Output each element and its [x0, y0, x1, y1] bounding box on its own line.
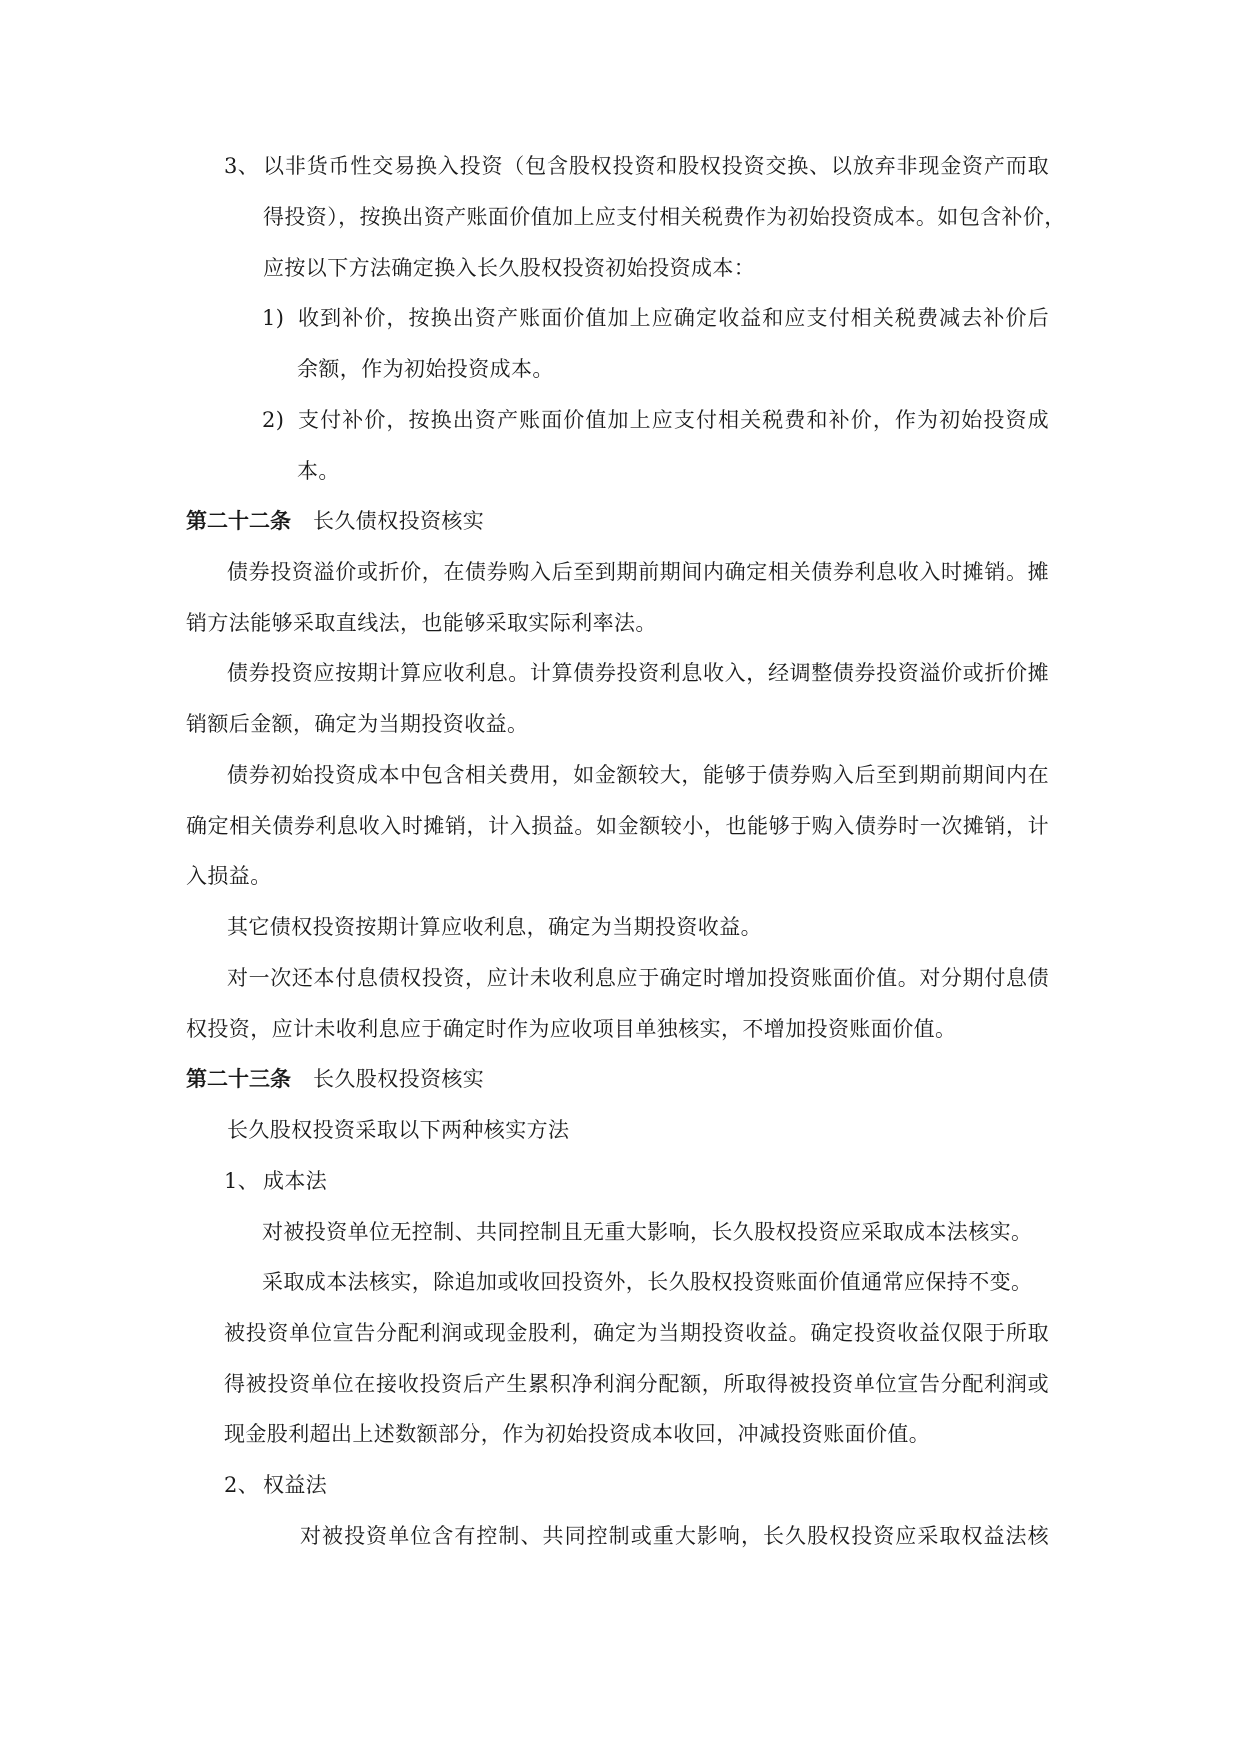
paragraph-line: 余额，作为初始投资成本。 — [297, 357, 554, 381]
paragraph-line: 入损益。 — [186, 864, 272, 888]
paragraph-line: 支付补价，按换出资产账面价值加上应支付相关税费和补价，作为初始投资成 — [298, 408, 1049, 432]
method-title: 权益法 — [263, 1473, 328, 1497]
paragraph-line: 得投资），按换出资产账面价值加上应支付相关税费作为初始投资成本。如包含补价， — [263, 205, 1066, 229]
article-title: 长久债权投资核实 — [313, 509, 485, 533]
paragraph-line: 对一次还本付息债权投资，应计未收利息应于确定时增加投资账面价值。对分期付息债 — [227, 966, 1049, 990]
paragraph-line: 本。 — [297, 459, 340, 483]
paragraph-line: 对被投资单位含有控制、共同控制或重大影响，长久股权投资应采取权益法核 — [300, 1524, 1049, 1548]
paragraph-line: 被投资单位宣告分配利润或现金股利，确定为当期投资收益。确定投资收益仅限于所取 — [224, 1321, 1049, 1345]
article-number: 第二十二条 — [186, 509, 291, 533]
paragraph-line: 现金股利超出上述数额部分，作为初始投资成本收回，冲减投资账面价值。 — [224, 1422, 931, 1446]
paragraph-line: 得被投资单位在接收投资后产生累积净利润分配额，所取得被投资单位宣告分配利润或 — [224, 1372, 1049, 1396]
paragraph-line: 采取成本法核实，除追加或收回投资外，长久股权投资账面价值通常应保持不变。 — [262, 1270, 1033, 1294]
article-number: 第二十三条 — [186, 1067, 291, 1091]
article-title: 长久股权投资核实 — [313, 1067, 485, 1091]
list-marker: 2) — [262, 408, 285, 432]
list-marker: 3、 — [224, 154, 260, 178]
list-marker: 2、 — [224, 1473, 260, 1497]
paragraph-line: 债券投资应按期计算应收利息。计算债券投资利息收入，经调整债券投资溢价或折价摊 — [227, 661, 1049, 685]
article-heading — [186, 507, 484, 535]
paragraph-line: 以非货币性交易换入投资（包含股权投资和股权投资交换、以放弃非现金资产而取 — [263, 154, 1049, 178]
paragraph-line: 收到补价，按换出资产账面价值加上应确定收益和应支付相关税费减去补价后 — [298, 306, 1049, 330]
list-marker: 1、 — [224, 1169, 260, 1193]
paragraph-line: 销额后金额，确定为当期投资收益。 — [186, 712, 529, 736]
paragraph-line: 其它债权投资按期计算应收利息，确定为当期投资收益。 — [227, 915, 762, 939]
paragraph-line: 对被投资单位无控制、共同控制且无重大影响，长久股权投资应采取成本法核实。 — [262, 1220, 1033, 1244]
paragraph-line: 长久股权投资采取以下两种核实方法 — [227, 1118, 570, 1142]
paragraph-line: 权投资，应计未收利息应于确定时作为应收项目单独核实，不增加投资账面价值。 — [186, 1017, 957, 1041]
paragraph-line: 确定相关债券利息收入时摊销，计入损益。如金额较小，也能够于购入债券时一次摊销，计 — [186, 814, 1049, 838]
paragraph-line: 应按以下方法确定换入长久股权投资初始投资成本： — [263, 256, 756, 280]
paragraph-line: 债券投资溢价或折价，在债券购入后至到期前期间内确定相关债券利息收入时摊销。摊 — [227, 560, 1049, 584]
list-marker: 1) — [262, 306, 285, 330]
paragraph-line: 债券初始投资成本中包含相关费用，如金额较大，能够于债券购入后至到期前期间内在 — [227, 763, 1049, 787]
method-title: 成本法 — [263, 1169, 328, 1193]
article-heading — [186, 1065, 484, 1093]
paragraph-line: 销方法能够采取直线法，也能够采取实际利率法。 — [186, 611, 657, 635]
